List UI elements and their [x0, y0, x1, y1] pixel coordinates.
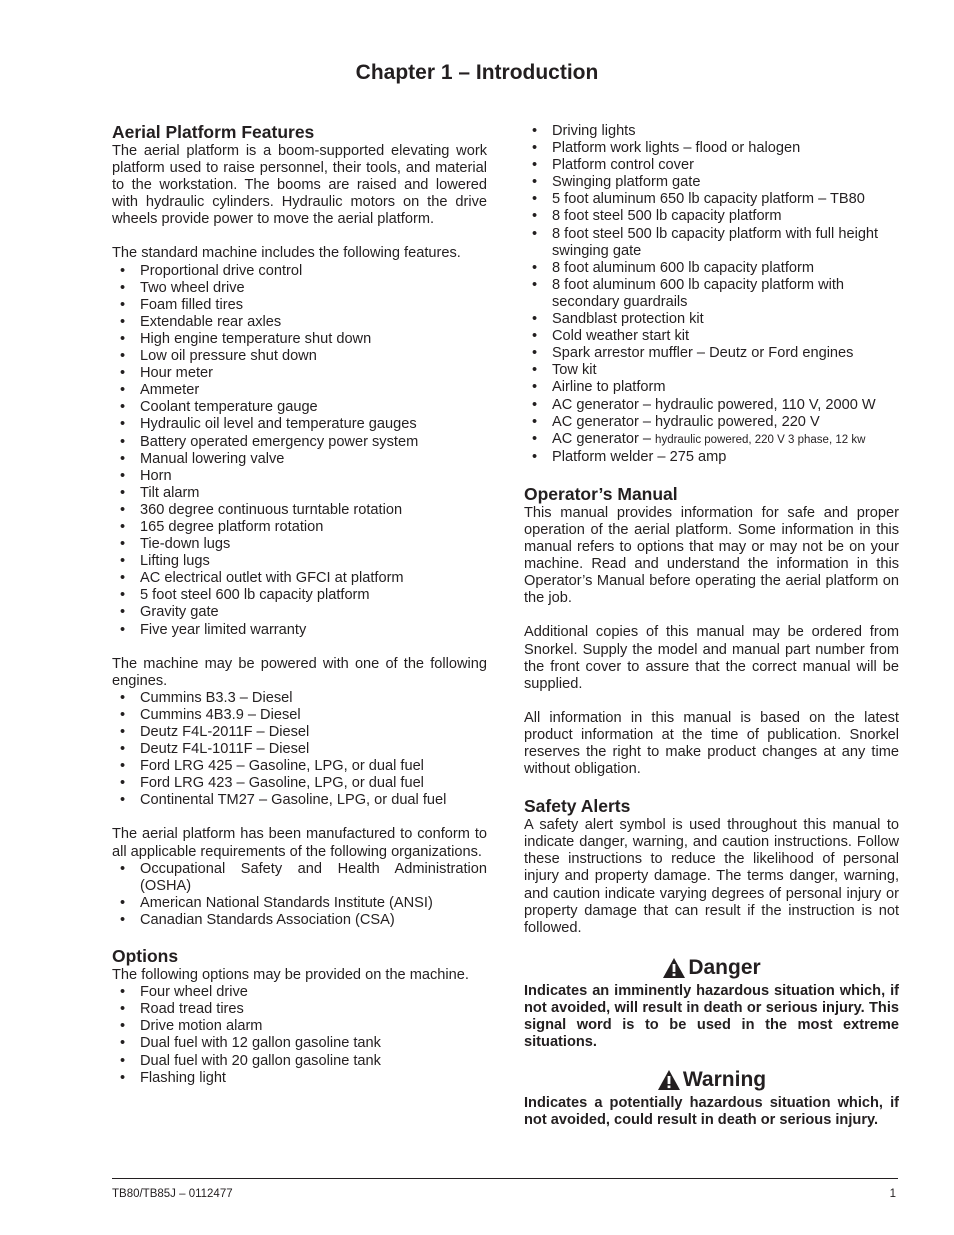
- standard-feature-item: • Horn: [112, 468, 487, 485]
- option-item: • Platform welder – 275 amp: [524, 449, 899, 466]
- standard-feature-item: • 5 foot steel 600 lb capacity platform: [112, 587, 487, 604]
- organizations-list: [112, 861, 487, 929]
- option-item: • Sandblast protection kit: [524, 311, 899, 328]
- option-item: • Airline to platform: [524, 379, 899, 396]
- option-item: • Platform control cover: [524, 157, 899, 174]
- option-item: • 8 foot steel 500 lb capacity platform: [524, 208, 899, 225]
- standard-feature-item: • Hour meter: [112, 365, 487, 382]
- standard-feature-item: • AC electrical outlet with GFCI at platform: [112, 570, 487, 587]
- option-item: • Flashing light: [112, 1070, 487, 1087]
- options-list: [112, 984, 487, 1087]
- option-item: • Dual fuel with 12 gallon gasoline tank: [112, 1035, 487, 1052]
- manual-paragraph-1: This manual provides information for safe and proper operation of the aerial platform. Some information in this manual refers to options that may or may not be on your machine. Read and understand the information in this Operator’s Manual before operating the aerial platform on the job.: [524, 504, 899, 607]
- option-item: • 8 foot aluminum 600 lb capacity platform: [524, 260, 899, 277]
- footer-divider: [112, 1178, 898, 1179]
- standard-feature-item: • Low oil pressure shut down: [112, 348, 487, 365]
- standard-feature-item: • Tilt alarm: [112, 485, 487, 502]
- safety-alerts-paragraph: A safety alert symbol is used throughout this manual to indicate danger, warning, and caution instructions. Follow these instructions to reduce the likelihood of personal injury and property damage. The terms danger, warning, and caution indicate varying degrees of personal injury or property damage that can result if the instruction is not followed.: [524, 817, 899, 936]
- standard-feature-item: • Five year limited warranty: [112, 622, 487, 639]
- option-item: • AC generator – hydraulic powered, 110 V, 2000 W: [524, 397, 899, 414]
- safety-alerts-heading: Safety Alerts: [524, 796, 631, 817]
- organizations-intro: The aerial platform has been manufactured to conform to all applicable requirements of the following organizations.: [112, 826, 487, 860]
- option-item: • 8 foot aluminum 600 lb capacity platform with secondary guardrails: [524, 277, 899, 311]
- operators-manual-heading: Operator’s Manual: [524, 483, 678, 504]
- standard-feature-item: • Hydraulic oil level and temperature gauges: [112, 416, 487, 433]
- standard-features-list: [112, 263, 487, 639]
- safety-alert-icon: [662, 957, 686, 979]
- standard-feature-item: • High engine temperature shut down: [112, 331, 487, 348]
- danger-heading: [524, 955, 899, 981]
- ac-generator-prefix: AC generator –: [552, 430, 651, 447]
- standard-feature-item: • Lifting lugs: [112, 553, 487, 570]
- standard-feature-item: • Proportional drive control: [112, 263, 487, 280]
- right-column: [524, 123, 899, 1129]
- features-heading: Aerial Platform Features: [112, 122, 315, 142]
- standard-feature-item: • Battery operated emergency power system: [112, 434, 487, 451]
- standard-intro: The standard machine includes the following features.: [112, 245, 461, 262]
- option-item: • Spark arrestor muffler – Deutz or Ford engines: [524, 345, 899, 362]
- options-intro: The following options may be provided on the machine.: [112, 967, 469, 984]
- option-item: • Platform work lights – flood or halogen: [524, 140, 899, 157]
- footer-model: TB80/TB85J – 0112477: [112, 1188, 233, 1200]
- warning-heading: [524, 1067, 899, 1093]
- option-item-ac-generator-3-phase: [524, 431, 899, 449]
- option-item: • Swinging platform gate: [524, 174, 899, 191]
- option-item: • Dual fuel with 20 gallon gasoline tank: [112, 1053, 487, 1070]
- manual-paragraph-2: Additional copies of this manual may be ordered from Snorkel. Supply the model and manual part number from the front cover to assure that the correct manual will be supplied.: [524, 624, 899, 692]
- engine-item: • Deutz F4L-1011F – Diesel: [112, 741, 487, 758]
- organization-item: • Occupational Safety and Health Administration (OSHA): [112, 861, 487, 895]
- option-item: • AC generator – hydraulic powered, 220 V: [524, 414, 899, 431]
- option-item: • Drive motion alarm: [112, 1018, 487, 1035]
- engine-item: • Ford LRG 423 – Gasoline, LPG, or dual fuel: [112, 775, 487, 792]
- standard-feature-item: • Foam filled tires: [112, 297, 487, 314]
- danger-label: Danger: [688, 955, 761, 979]
- standard-feature-item: • Extendable rear axles: [112, 314, 487, 331]
- engine-item: • Cummins 4B3.9 – Diesel: [112, 707, 487, 724]
- options-heading: Options: [112, 946, 179, 967]
- safety-alert-icon: [657, 1069, 681, 1091]
- option-item: • Road tread tires: [112, 1001, 487, 1018]
- warning-label: Warning: [682, 1068, 767, 1092]
- option-item: • Four wheel drive: [112, 984, 487, 1001]
- standard-feature-item: • Gravity gate: [112, 604, 487, 621]
- option-item: • Tow kit: [524, 362, 899, 379]
- features-intro: The aerial platform is a boom-supported elevating work platform used to raise personnel, their tools, and material to the workstation. The booms are raised and lowered with hydraulic cylinders. Hydraulic motors on the drive wheels provide power to move the aerial platform.: [112, 143, 487, 228]
- engine-item: • Cummins B3.3 – Diesel: [112, 690, 487, 707]
- engine-item: • Deutz F4L-2011F – Diesel: [112, 724, 487, 741]
- manual-paragraph-3: All information in this manual is based on the latest product information at the time of publication. Snorkel reserves the right to make product changes at any time without obligation.: [524, 709, 899, 778]
- option-item: • 8 foot steel 500 lb capacity platform with full height swinging gate: [524, 226, 899, 260]
- option-item: • Cold weather start kit: [524, 328, 899, 345]
- standard-feature-item: • Tie-down lugs: [112, 536, 487, 553]
- standard-feature-item: • 165 degree platform rotation: [112, 519, 487, 536]
- danger-text: Indicates an imminently hazardous situation which, if not avoided, will result in death or serious injury. This signal word is to be used in the most extreme situations.: [524, 982, 899, 1051]
- option-item: • 5 foot aluminum 650 lb capacity platform – TB80: [524, 191, 899, 208]
- standard-feature-item: • Two wheel drive: [112, 280, 487, 297]
- ac-generator-detail: hydraulic powered, 220 V 3 phase, 12 kw: [655, 433, 866, 446]
- options-continued-list: [524, 123, 899, 466]
- chapter-title: Chapter 1 – Introduction: [355, 61, 599, 84]
- standard-feature-item: • Manual lowering valve: [112, 451, 487, 468]
- engine-item: • Continental TM27 – Gasoline, LPG, or dual fuel: [112, 792, 487, 809]
- warning-text: Indicates a potentially hazardous situation which, if not avoided, could result in death or serious injury.: [524, 1095, 899, 1129]
- standard-feature-item: • Coolant temperature gauge: [112, 399, 487, 416]
- engines-list: [112, 690, 487, 810]
- engine-item: • Ford LRG 425 – Gasoline, LPG, or dual fuel: [112, 758, 487, 775]
- left-column: [112, 121, 487, 1087]
- organization-item: • American National Standards Institute (ANSI): [112, 895, 487, 912]
- standard-feature-item: • 360 degree continuous turntable rotation: [112, 502, 487, 519]
- engines-intro: The machine may be powered with one of the following engines.: [112, 655, 487, 689]
- organization-item: • Canadian Standards Association (CSA): [112, 912, 487, 929]
- standard-feature-item: • Ammeter: [112, 382, 487, 399]
- page-number: 1: [889, 1188, 896, 1200]
- option-item: • Driving lights: [524, 123, 899, 140]
